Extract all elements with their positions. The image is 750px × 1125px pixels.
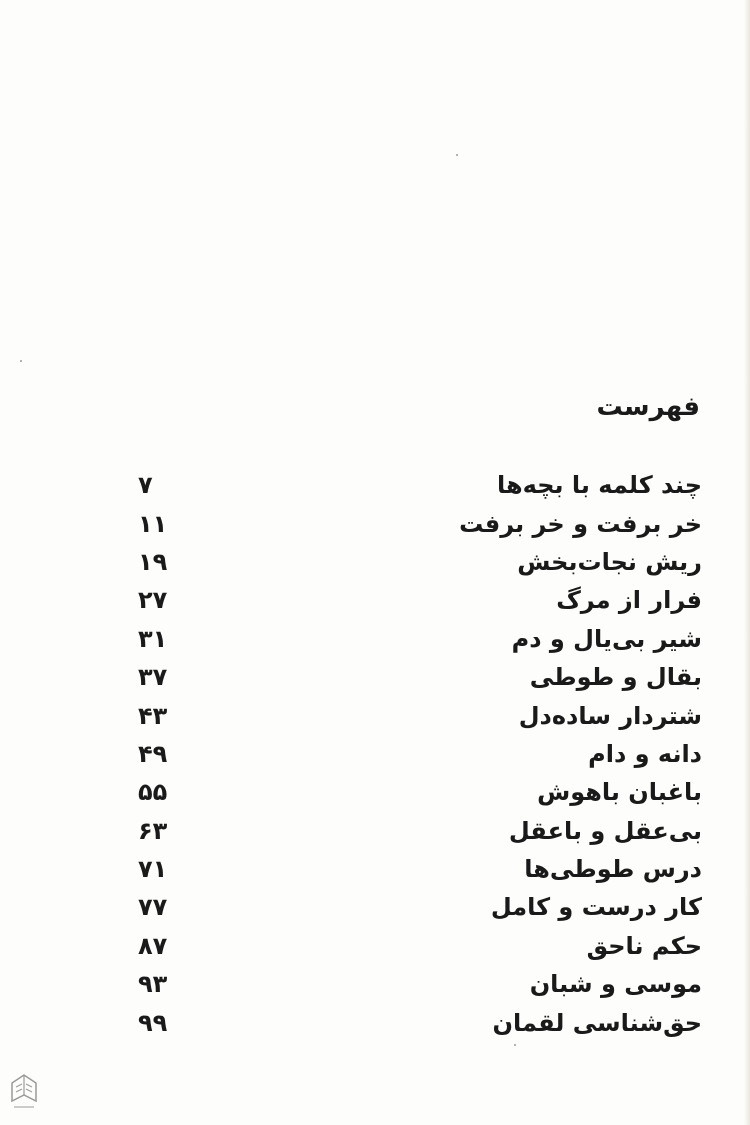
toc-entry-title: فرار از مرگ [556, 586, 702, 615]
toc-entry-page: ۳۷ [138, 663, 168, 692]
toc-row [138, 927, 702, 965]
toc-entry-page: ۵۵ [138, 778, 168, 807]
toc-entry-title: حق‌شناسی لقمان [492, 1008, 702, 1037]
toc-row [138, 812, 702, 850]
toc-entry-page: ۷۱ [138, 855, 168, 884]
toc-entry-title: بقال و طوطی [529, 663, 702, 692]
toc-row [138, 888, 702, 926]
toc-entry-page: ۹۳ [138, 970, 168, 999]
toc-row [138, 1003, 702, 1041]
toc-entry-title: کار درست و کامل [490, 893, 702, 922]
toc-entry-title: خر برفت و خر برفت [459, 509, 702, 538]
toc-entry-page: ۴۹ [138, 739, 168, 768]
toc-entry-page: ۶۳ [138, 816, 168, 845]
toc-title: فهرست [596, 392, 700, 422]
toc-entry-page: ۱۹ [138, 547, 168, 576]
toc-row [138, 658, 702, 696]
toc-entry-title: شتردار ساده‌دل [518, 701, 702, 730]
toc-entry-title: ریش نجات‌بخش [517, 547, 702, 576]
toc-entry-page: ۸۷ [138, 931, 168, 960]
toc-entry-page: ۱۱ [138, 509, 168, 538]
toc-row [138, 543, 702, 581]
toc-entry-page: ۷۷ [138, 893, 168, 922]
toc-entry-title: شیر بی‌یال و دم [511, 624, 702, 653]
paper-speck [514, 1044, 516, 1046]
toc-row [138, 581, 702, 619]
toc-entry-page: ۲۷ [138, 586, 168, 615]
toc-row [138, 735, 702, 773]
toc-row [138, 504, 702, 542]
toc-row [138, 620, 702, 658]
page-edge-shadow [744, 0, 750, 1125]
toc-entry-page: ۳۱ [138, 624, 168, 653]
toc-row [138, 696, 702, 734]
toc-entry-page: ۹۹ [138, 1008, 168, 1037]
toc-entry-title: چند کلمه با بچه‌ها [497, 471, 702, 500]
toc-row [138, 466, 702, 504]
paper-speck [456, 154, 458, 156]
toc-entry-title: بی‌عقل و باعقل [508, 816, 702, 845]
toc-entry-title: حکم ناحق [586, 931, 702, 960]
toc-list [138, 466, 702, 1042]
book-publisher-logo-icon [8, 1071, 40, 1111]
toc-row [138, 773, 702, 811]
toc-entry-page: ۷ [138, 471, 153, 500]
toc-row [138, 965, 702, 1003]
toc-entry-title: درس طوطی‌ها [524, 855, 702, 884]
toc-row [138, 850, 702, 888]
paper-speck [20, 360, 22, 362]
toc-entry-page: ۴۳ [138, 701, 168, 730]
toc-entry-title: باغبان باهوش [537, 778, 702, 807]
toc-entry-title: دانه و دام [588, 739, 702, 768]
toc-entry-title: موسی و شبان [529, 970, 702, 999]
